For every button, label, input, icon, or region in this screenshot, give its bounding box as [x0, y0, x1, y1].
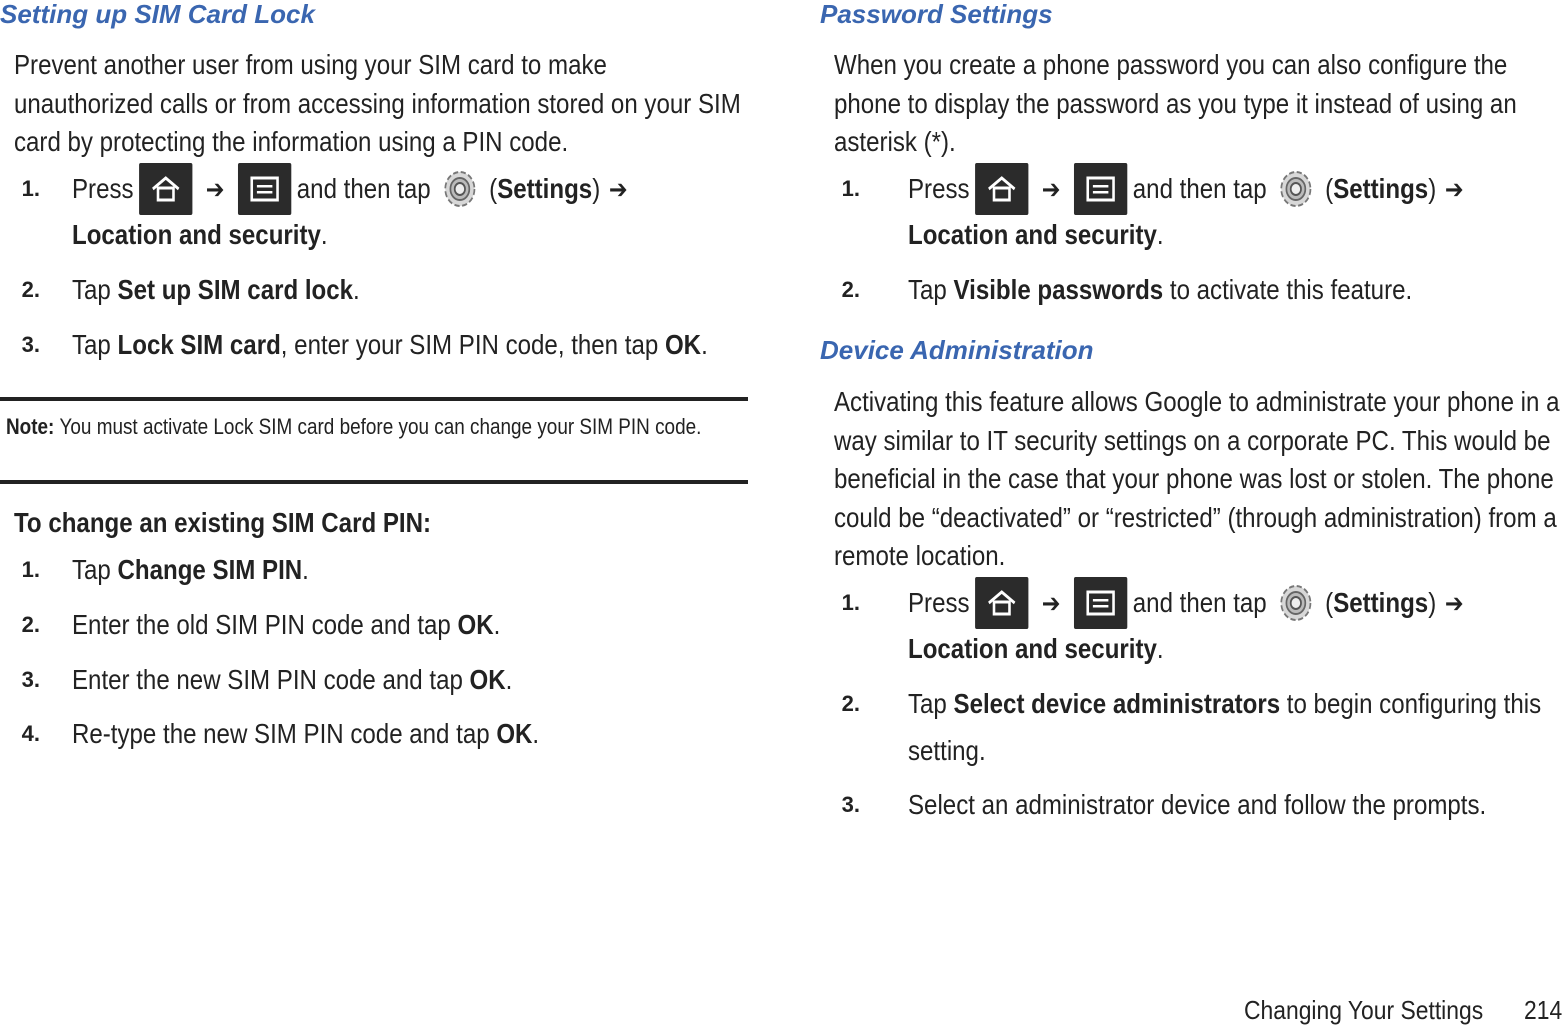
step-number: 1.: [841, 176, 860, 201]
step-number: 3.: [21, 332, 40, 357]
device-admin-intro: Activating this feature allows Google to administrate your phone in a way similar to IT security settings on a corporate PC. This would be beneficial in the case that your phone was lost or stolen. The phone could be “deactivated” or “restricted” (through administration) from a remote location.: [834, 386, 1560, 571]
note-bottom-divider: [0, 480, 748, 484]
step-number: 2.: [21, 277, 40, 302]
note-top-divider: [0, 397, 748, 401]
device-admin-step-1: 1. Press ➔ and then tap ( Settings ) ➔: [820, 583, 1565, 623]
step-number: 1.: [21, 557, 40, 582]
sim-lock-step-2: 2. Tap Set up SIM card lock .: [0, 270, 748, 310]
section-heading-password: Password Settings: [820, 0, 1053, 29]
arrow-icon: ➔: [1444, 174, 1464, 204]
password-step-1-target: Location and security.: [908, 219, 1164, 250]
step-number: 3.: [841, 792, 860, 817]
sim-lock-step-3: 3. Tap Lock SIM card , enter your SIM PIN code, then tap OK .: [0, 325, 748, 365]
step-number: 4.: [21, 721, 40, 746]
settings-gear-icon: [1274, 577, 1319, 629]
settings-label: Settings: [497, 173, 593, 204]
section-heading-device-admin: Device Administration: [820, 335, 1094, 365]
home-key-icon: [975, 163, 1028, 215]
device-admin-step-3: 3. Select an administrator device and follow the prompts.: [820, 785, 1565, 825]
arrow-icon: ➔: [205, 174, 225, 204]
arrow-icon: ➔: [608, 174, 628, 204]
footer-page-number: 214: [1524, 995, 1563, 1025]
sim-lock-step-1-target: Location and security.: [72, 219, 328, 250]
pin-change-subheading: To change an existing SIM Card PIN:: [14, 507, 432, 538]
password-step-2: 2. Tap Visible passwords to activate this feature.: [820, 270, 1565, 310]
pin-step-3: 3. Enter the new SIM PIN code and tap OK .: [0, 660, 748, 700]
password-step-1: 1. Press ➔ and then tap ( Settings ) ➔: [820, 169, 1565, 209]
device-admin-step-2: 2. Tap Select device administrators to begin configuring this: [820, 684, 1565, 724]
footer-section-title: Changing Your Settings: [1244, 995, 1484, 1025]
settings-gear-icon: [438, 163, 483, 215]
step-number: 3.: [21, 667, 40, 692]
section-heading-sim-lock: Setting up SIM Card Lock: [0, 0, 315, 29]
arrow-icon: ➔: [1444, 588, 1464, 618]
settings-gear-icon: [1274, 163, 1319, 215]
pin-step-2: 2. Enter the old SIM PIN code and tap OK .: [0, 605, 748, 645]
arrow-icon: ➔: [1041, 174, 1061, 204]
device-admin-step-1-target: Location and security.: [908, 633, 1164, 664]
pin-step-1: 1. Tap Change SIM PIN .: [0, 550, 748, 590]
device-admin-step-2-cont: setting.: [908, 735, 986, 766]
step-number: 2.: [21, 612, 40, 637]
step-text: and then tap: [296, 173, 431, 204]
settings-label: Settings: [1333, 587, 1429, 618]
step-text: Press: [72, 173, 134, 204]
step-number: 2.: [841, 277, 860, 302]
step-number: 2.: [841, 691, 860, 716]
pin-step-4: 4. Re-type the new SIM PIN code and tap OK .: [0, 714, 748, 754]
arrow-icon: ➔: [1041, 588, 1061, 618]
menu-key-icon: [1074, 163, 1127, 215]
home-key-icon: [139, 163, 192, 215]
note-text: You must activate Lock SIM card before you can change your SIM PIN code.: [59, 414, 702, 439]
sim-lock-step-1: 1. Press ➔ and then tap ( Settings ) ➔: [0, 169, 748, 209]
step-number: 1.: [841, 590, 860, 615]
note-box: [6, 414, 746, 440]
home-key-icon: [975, 577, 1028, 629]
note-label: Note:: [6, 414, 55, 439]
menu-key-icon: [238, 163, 291, 215]
step-number: 1.: [21, 176, 40, 201]
menu-key-icon: [1074, 577, 1127, 629]
settings-label: Settings: [1333, 173, 1429, 204]
sim-lock-intro: Prevent another user from using your SIM card to make unauthorized calls or from accessing information stored on your SIM card by protecting the information using a PIN code.: [14, 49, 741, 157]
password-intro: When you create a phone password you can also configure the phone to display the password as you type it instead of using an asterisk (*).: [834, 49, 1517, 157]
